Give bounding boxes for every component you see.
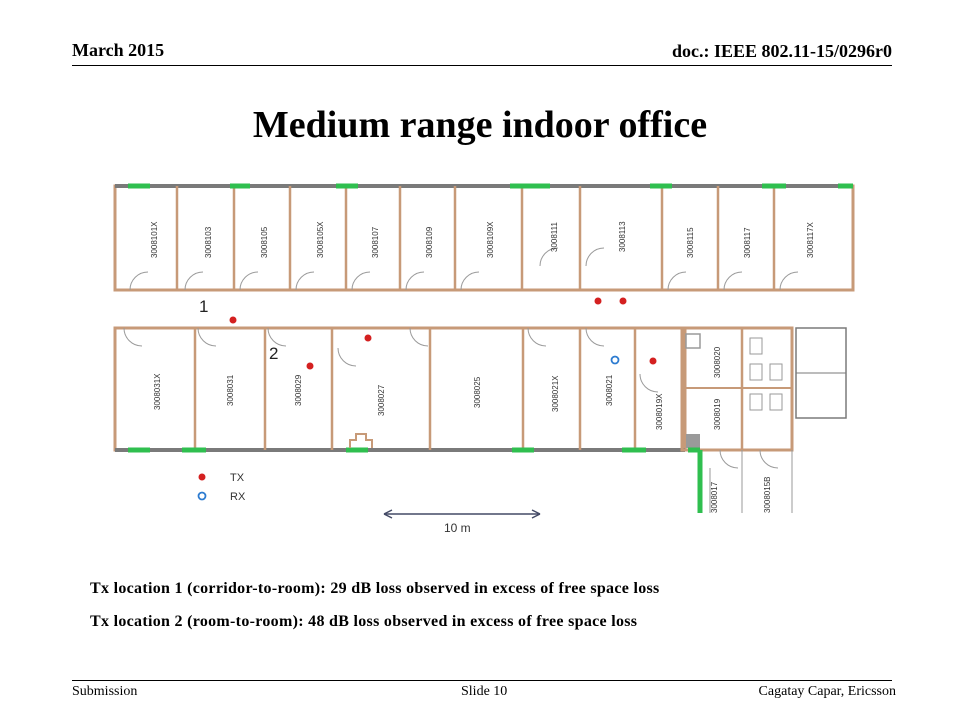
tx-marker-1 <box>230 317 237 324</box>
room-label: 3008113 <box>618 221 627 252</box>
legend-tx-marker <box>199 474 206 481</box>
bottom-room-labels <box>153 346 772 513</box>
room-label: 3008031 <box>226 374 235 406</box>
legend-rx-label: RX <box>230 491 246 503</box>
tx-marker-2 <box>307 363 314 370</box>
tx-marker <box>365 335 372 342</box>
slide-title: Medium range indoor office <box>252 104 708 146</box>
legend <box>199 472 246 503</box>
footer-divider <box>72 680 892 681</box>
room-label: 3008105X <box>316 221 325 258</box>
room-label: 3008021 <box>605 374 614 406</box>
room-label: 3008029 <box>294 374 303 406</box>
room-label: 3008109 <box>425 226 434 258</box>
room-label: 3008117X <box>806 222 815 258</box>
room-label: 3008031X <box>153 373 162 410</box>
tx-rx-markers <box>230 298 657 370</box>
room-label: 3008021X <box>551 375 560 412</box>
footer-slide-number: Slide 10 <box>461 684 508 699</box>
room-label: 3008103 <box>204 226 213 258</box>
footer-author: Cagatay Capar, Ericsson <box>758 684 896 699</box>
room-label: 3008015B <box>763 476 772 513</box>
header-doc-id: doc.: IEEE 802.11-15/0296r0 <box>671 41 892 61</box>
room-label: 3008020 <box>713 346 722 378</box>
room-label: 3008107 <box>371 226 380 258</box>
floor-plan <box>110 178 855 535</box>
room-label: 3008109X <box>486 221 495 258</box>
rx-marker <box>612 357 619 364</box>
room-label: 3008115 <box>686 227 695 258</box>
room-label: 3008101X <box>150 221 159 258</box>
tx-location-label-1: 1 <box>199 297 209 316</box>
room-label: 3008027 <box>377 384 386 416</box>
room-label: 3008017 <box>710 481 719 513</box>
note-line-1: Tx location 1 (corridor-to-room): 29 dB loss observed in excess of free space loss <box>90 580 660 597</box>
legend-tx-label: TX <box>230 472 245 484</box>
room-label: 3008117 <box>743 227 752 258</box>
room-label: 3008111 <box>550 222 559 252</box>
room-label: 3008019 <box>713 398 722 430</box>
header-divider <box>72 65 892 66</box>
top-room-labels <box>150 221 815 258</box>
tx-marker <box>620 298 627 305</box>
header-date: March 2015 <box>72 40 165 60</box>
note-line-2: Tx location 2 (room-to-room): 48 dB loss observed in excess of free space loss <box>90 613 638 630</box>
tx-marker <box>650 358 657 365</box>
room-label: 3008019X <box>655 393 664 430</box>
scale-bar <box>384 510 540 518</box>
room-label: 3008025 <box>473 376 482 408</box>
tx-marker <box>595 298 602 305</box>
footer-submission: Submission <box>72 684 138 699</box>
scale-label: 10 m <box>444 521 471 535</box>
legend-rx-marker <box>199 493 206 500</box>
bottom-room-block <box>115 328 846 513</box>
room-label: 3008105 <box>260 226 269 258</box>
tx-location-label-2: 2 <box>269 344 279 363</box>
